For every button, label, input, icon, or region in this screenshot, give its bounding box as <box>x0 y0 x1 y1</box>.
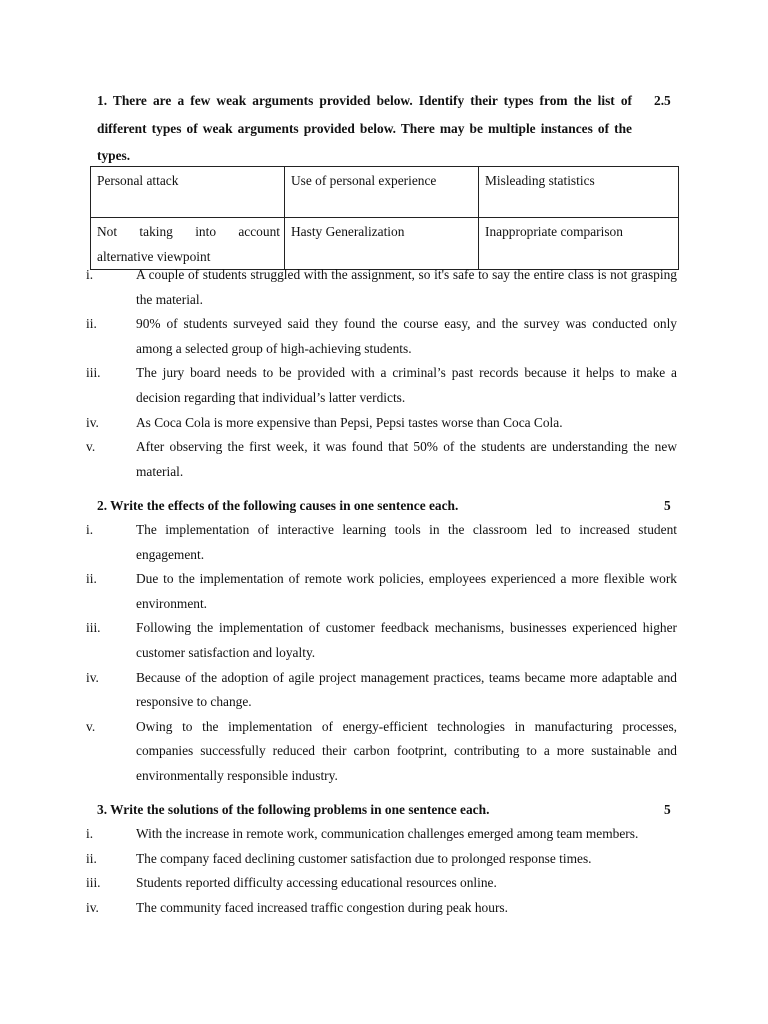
list-item <box>0 361 677 410</box>
list-item <box>0 847 677 872</box>
item-text: Because of the adoption of agile project management practices, teams became more adaptable and responsive to change. <box>136 669 677 710</box>
item-number: iii. <box>86 875 101 891</box>
list-item <box>0 411 677 436</box>
list-item <box>0 435 677 484</box>
item-number: ii. <box>86 316 97 332</box>
item-text: A couple of students struggled with the assignment, so it's safe to say the entire class is not grasping the material. <box>136 267 677 307</box>
item-text: The implementation of interactive learning tools in the classroom led to increased student engagement. <box>136 522 677 562</box>
item-number: v. <box>86 718 96 734</box>
item-text: The jury board needs to be provided with a criminal’s past records because it helps to make a decision regarding that individual’s latter verdicts. <box>136 365 677 405</box>
item-number: i. <box>86 267 94 282</box>
list-item <box>0 896 677 921</box>
question-2-heading: 2. Write the effects of the following causes in one sentence each. <box>97 498 459 513</box>
list-item <box>0 616 677 665</box>
item-number: v. <box>86 439 96 455</box>
table-cell: Use of personal experience <box>285 167 479 218</box>
item-number: ii. <box>86 850 97 866</box>
question-3-marks: 5 <box>664 802 671 817</box>
item-text: 90% of students surveyed said they found the course easy, and the survey was conducted only among a selected group of high-achieving students. <box>136 316 677 356</box>
item-text: Students reported difficulty accessing educational resources online. <box>136 875 497 891</box>
item-number: iv. <box>86 414 99 430</box>
question-3-list <box>0 822 677 920</box>
question-1-heading: 1. There are a few weak arguments provided below. Identify their types from the list of different types of weak arguments provided below. There may be multiple instances of the types. <box>97 93 632 163</box>
item-number: iv. <box>86 899 99 915</box>
item-number: iv. <box>86 669 99 685</box>
list-item <box>0 666 677 715</box>
item-number: i. <box>86 522 94 537</box>
table-cell: Misleading statistics <box>479 167 679 218</box>
item-text: After observing the first week, it was found that 50% of the students are understanding the new material. <box>136 439 677 479</box>
list-item <box>0 715 677 789</box>
question-1-marks: 2.5 <box>654 93 671 108</box>
table-row <box>91 167 679 218</box>
question-3-heading: 3. Write the solutions of the following problems in one sentence each. <box>97 802 490 817</box>
item-number: iii. <box>86 365 101 381</box>
question-2-marks: 5 <box>664 498 671 513</box>
item-number: ii. <box>86 571 97 587</box>
table-cell: Not taking into account alternative viewpoint <box>91 218 285 270</box>
list-item <box>0 567 677 616</box>
item-text: With the increase in remote work, communication challenges emerged among team members. <box>136 826 639 841</box>
item-number: i. <box>86 826 94 841</box>
list-item <box>0 822 677 847</box>
table-cell: Personal attack <box>91 167 285 218</box>
item-text: The community faced increased traffic congestion during peak hours. <box>136 899 508 915</box>
table-row <box>91 218 679 270</box>
item-text: Following the implementation of customer feedback mechanisms, businesses experienced higher customer satisfaction and loyalty. <box>136 620 677 660</box>
list-item <box>0 263 677 312</box>
table-cell: Hasty Generalization <box>285 218 479 270</box>
weak-argument-types-table <box>90 166 679 270</box>
item-text: Owing to the implementation of energy-efficient technologies in manufacturing processes, companies successfully reduced their carbon footprint, contributing to a more sustainable and environmentally responsible industry. <box>136 718 677 783</box>
list-item <box>0 312 677 361</box>
question-1-list <box>0 263 677 484</box>
question-2-list <box>0 518 677 789</box>
item-text: The company faced declining customer satisfaction due to prolonged response times. <box>136 850 592 866</box>
item-number: iii. <box>86 620 101 636</box>
table-cell: Inappropriate comparison <box>479 218 679 270</box>
item-text: Due to the implementation of remote work policies, employees experienced a more flexible work environment. <box>136 571 677 611</box>
item-text: As Coca Cola is more expensive than Pepsi, Pepsi tastes worse than Coca Cola. <box>136 414 563 430</box>
list-item <box>0 518 677 567</box>
list-item <box>0 871 677 896</box>
